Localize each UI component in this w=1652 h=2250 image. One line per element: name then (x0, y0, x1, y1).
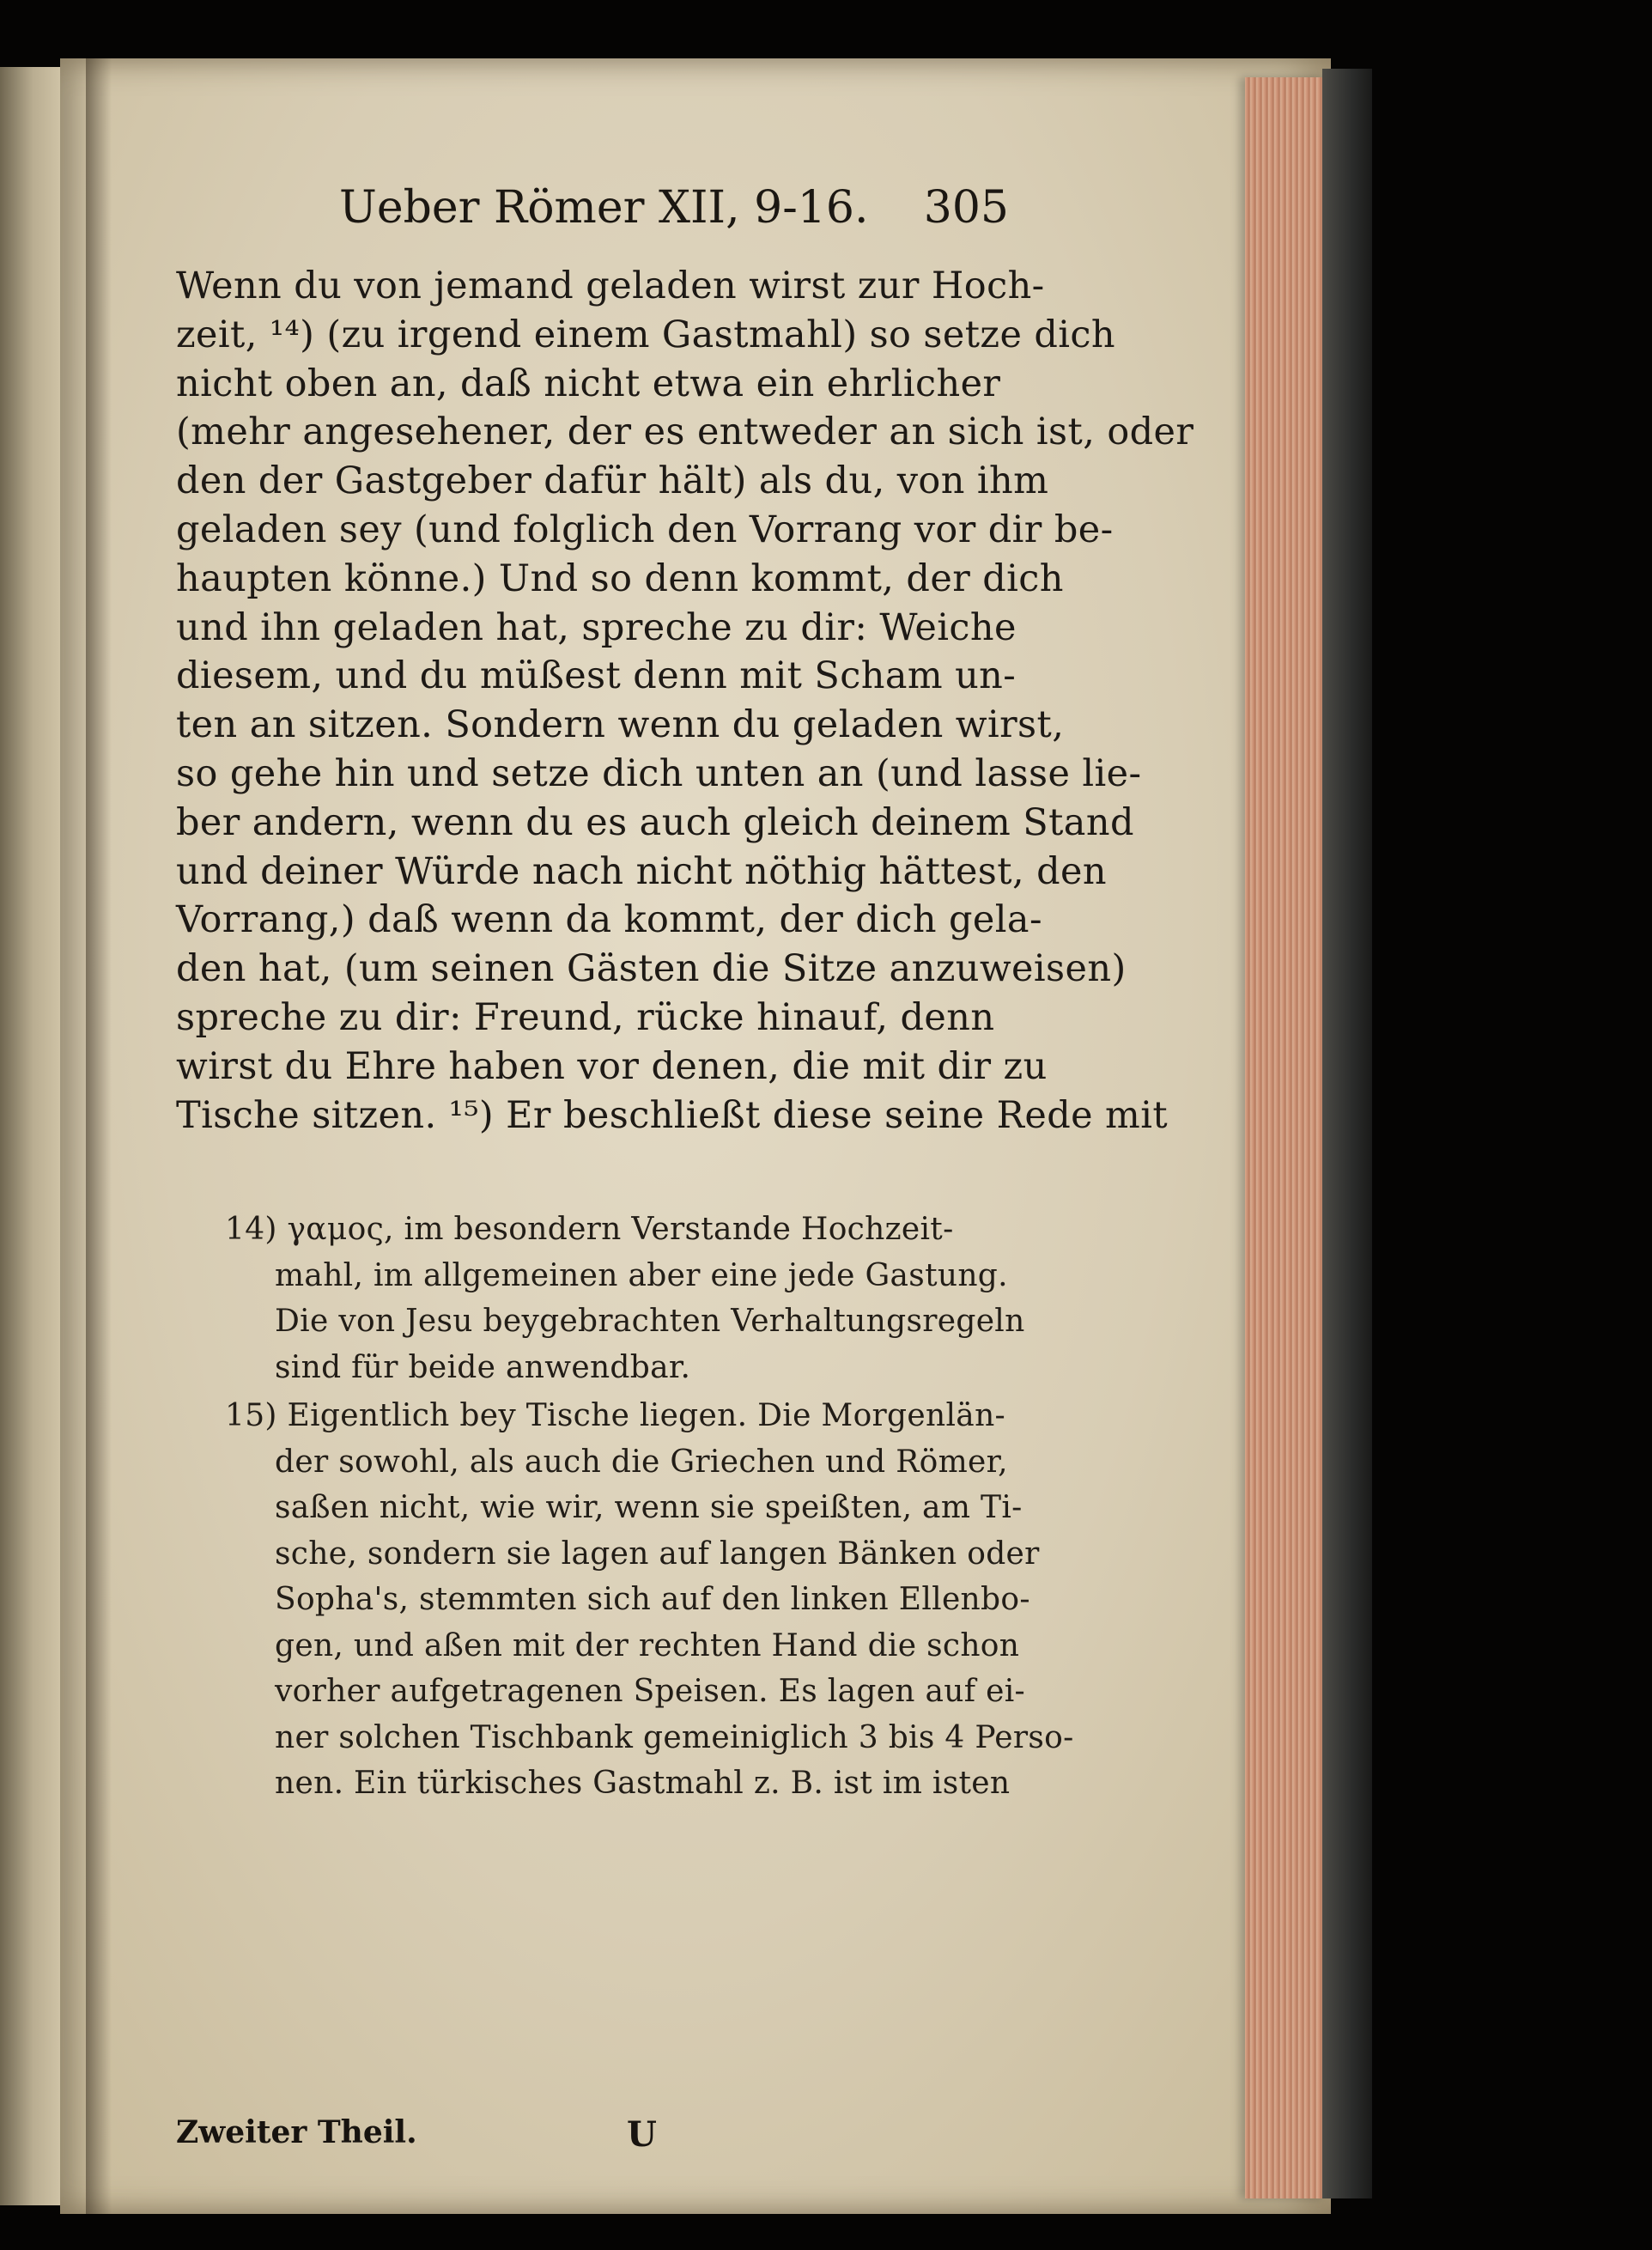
footnote-15 (225, 1393, 1074, 1807)
page-block-edge (1245, 77, 1327, 2198)
text-line: diesem, und du müßest denn mit Scham un- (176, 654, 1017, 698)
text-line: geladen sey (und folglich den Vorrang vor dir be- (176, 508, 1114, 551)
body-text (176, 262, 1194, 1140)
text-line: haupten könne.) Und so denn kommt, der dich (176, 556, 1064, 600)
running-head: Ueber Römer XII, 9-16. (339, 182, 869, 234)
page-header (339, 182, 1009, 234)
text-line: zeit, ¹⁴) (zu irgend einem Gastmahl) so setze dich (176, 313, 1116, 356)
text-line: (mehr angesehener, der es entweder an sich ist, oder (176, 410, 1194, 454)
footnote-line: Die von Jesu beygebrachten Verhaltungsregeln (275, 1304, 1025, 1339)
text-line: den der Gastgeber dafür hält) als du, von ihm (176, 459, 1049, 503)
signature-mark: U (627, 2114, 657, 2155)
footnote-line: 15) Eigentlich bey Tische liegen. Die Morgenlän- (225, 1398, 1006, 1433)
footnote-14 (225, 1207, 1025, 1390)
text-line: ten an sitzen. Sondern wenn du geladen wirst, (176, 703, 1065, 747)
text-line: Wenn du von jemand geladen wirst zur Hoch- (176, 265, 1045, 307)
text-line: so gehe hin und setze dich unten an (und lasse lie- (176, 751, 1142, 795)
text-line: ber andern, wenn du es auch gleich deinem Stand (176, 800, 1134, 844)
text-line: und deiner Würde nach nicht nöthig hättest, den (176, 849, 1107, 893)
footnote-line: mahl, im allgemeinen aber eine jede Gastung. (275, 1257, 1008, 1293)
footnote-line: vorher aufgetragenen Speisen. Es lagen auf ei- (275, 1674, 1026, 1709)
text-line: wirst du Ehre haben vor denen, die mit dir zu (176, 1044, 1048, 1088)
footnote-line: nen. Ein türkisches Gastmahl z. B. ist im isten (275, 1766, 1011, 1801)
facing-page-edge (0, 67, 60, 2205)
text-line: und ihn geladen hat, spreche zu dir: Weiche (176, 605, 1017, 649)
text-line: spreche zu dir: Freund, rücke hinauf, denn (176, 995, 995, 1039)
text-line: nicht oben an, daß nicht etwa ein ehrlicher (176, 362, 1001, 405)
text-line: den hat, (um seinen Gästen die Sitze anzuweisen) (176, 947, 1127, 991)
text-line: Vorrang,) daß wenn da kommt, der dich gela- (176, 898, 1042, 942)
book-cover-edge (1322, 69, 1372, 2198)
footnote-line: sche, sondern sie lagen auf langen Bänken oder (275, 1535, 1040, 1572)
footnote-line: gen, und aßen mit der rechten Hand die schon (275, 1627, 1020, 1663)
page-number: 305 (923, 182, 1009, 234)
footnote-line: Sopha's, stemmten sich auf den linken Ellenbo- (275, 1582, 1030, 1617)
footnote-line: der sowohl, als auch die Griechen und Römer, (275, 1444, 1008, 1480)
signature-line: Zweiter Theil. (176, 2114, 417, 2150)
text-line: Tische sitzen. ¹⁵) Er beschließt diese seine Rede mit (176, 1093, 1169, 1137)
footnote-line: sind für beide anwendbar. (275, 1349, 691, 1385)
footnote-line: 14) γαμος, im besondern Verstande Hochzeit- (225, 1212, 954, 1247)
page-footer (176, 2114, 992, 2166)
footnote-line: ner solchen Tischbank gemeiniglich 3 bis 4 Perso- (275, 1719, 1074, 1755)
footnote-line: saßen nicht, wie wir, wenn sie speißten, am Ti- (275, 1490, 1023, 1525)
